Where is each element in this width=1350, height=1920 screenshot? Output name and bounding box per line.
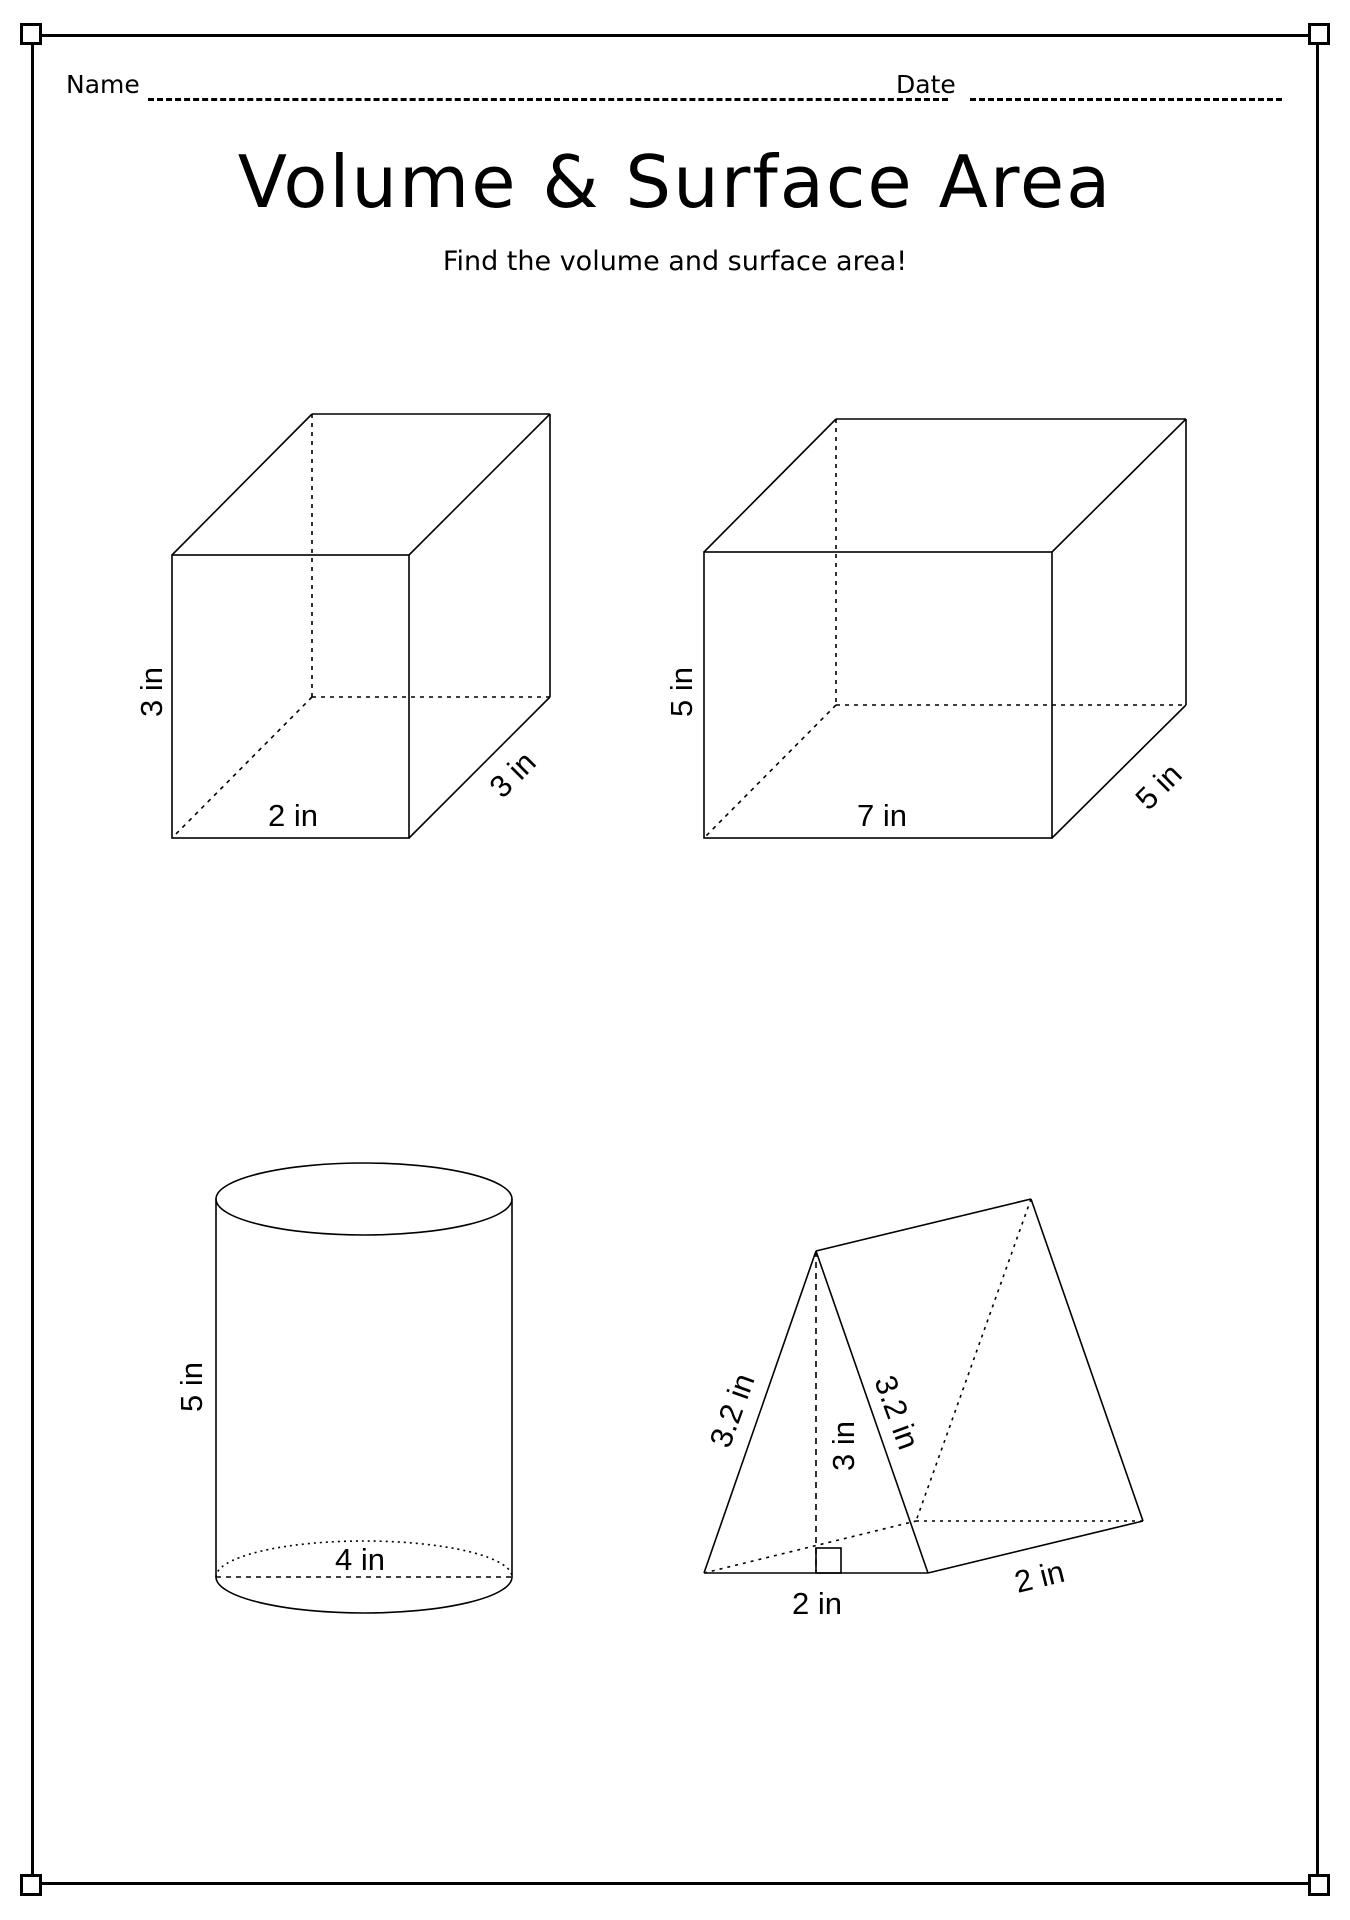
cylinder-height-label: 5 in (174, 1362, 209, 1412)
tri-height-label: 3 in (826, 1421, 861, 1471)
prism-large-depth-label: 5 in (1128, 756, 1189, 817)
prism-small-height-label: 3 in (134, 667, 169, 717)
triangular-prism (703, 1199, 1143, 1621)
tri-left-slant-label: 3.2 in (702, 1368, 762, 1453)
tri-length-label: 2 in (1010, 1553, 1068, 1600)
rectangular-prism-small (134, 414, 550, 838)
tri-base-label: 2 in (792, 1586, 842, 1621)
cylinder-diameter-label: 4 in (335, 1542, 385, 1577)
page-title: Volume & Surface Area (237, 140, 1113, 224)
instructions: Find the volume and surface area! (442, 246, 908, 277)
rectangular-prism-large (664, 419, 1189, 838)
prism-small-depth-label: 3 in (482, 744, 543, 805)
prism-large-height-label: 5 in (664, 667, 699, 717)
date-label: Date (896, 70, 956, 99)
tri-right-slant-label: 3.2 in (867, 1370, 927, 1455)
cylinder (174, 1163, 512, 1613)
name-label: Name (66, 70, 140, 99)
prism-large-width-label: 7 in (857, 798, 907, 833)
prism-small-width-label: 2 in (268, 798, 318, 833)
